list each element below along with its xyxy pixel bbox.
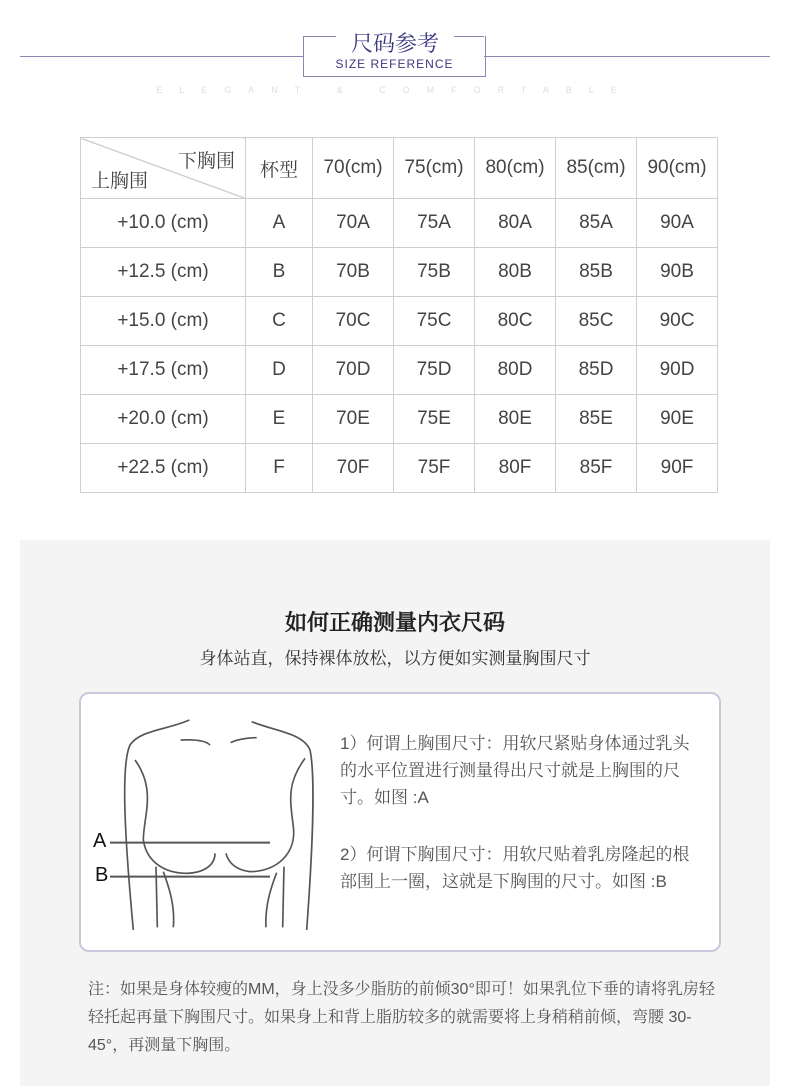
size-cell: 80A [475, 199, 556, 248]
column-header: 80(cm) [475, 138, 556, 199]
column-header: 90(cm) [637, 138, 718, 199]
size-cell: 85A [556, 199, 637, 248]
divider-left [20, 56, 303, 57]
size-cell: 90F [637, 444, 718, 493]
size-cell: 80E [475, 395, 556, 444]
size-cell: 85D [556, 346, 637, 395]
tagline: ELEGANT & COMFORTABLE [156, 85, 634, 95]
size-cell: 85F [556, 444, 637, 493]
cup-cell: B [246, 248, 313, 297]
cup-cell: D [246, 346, 313, 395]
collarbone-left [181, 740, 210, 745]
overbust-diff-cell: +22.5 (cm) [81, 444, 246, 493]
label-b: B [95, 864, 109, 886]
size-cell: 90D [637, 346, 718, 395]
size-cell: 75E [394, 395, 475, 444]
overbust-diff-cell: +20.0 (cm) [81, 395, 246, 444]
breast-right [226, 758, 305, 871]
table-row [81, 248, 718, 297]
step-1-text: 1）何谓上胸围尺寸：用软尺紧贴身体通过乳头的水平位置进行测量得出尺寸就是上胸围的尺寸。如图 :A [340, 734, 690, 807]
column-header: 70(cm) [313, 138, 394, 199]
size-cell: 70F [313, 444, 394, 493]
page-title: 尺码参考 [336, 27, 454, 58]
overbust-label: 上胸围 [91, 171, 149, 192]
size-cell: 70B [313, 248, 394, 297]
underbust-label: 下胸围 [177, 151, 235, 172]
cup-cell: E [246, 395, 313, 444]
size-cell: 75D [394, 346, 475, 395]
overbust-diff-cell: +12.5 (cm) [81, 248, 246, 297]
size-cell: 90A [637, 199, 718, 248]
size-cell: 85B [556, 248, 637, 297]
size-cell: 70D [313, 346, 394, 395]
overbust-diff-cell: +10.0 (cm) [81, 199, 246, 248]
size-cell: 75F [394, 444, 475, 493]
size-cell: 90C [637, 297, 718, 346]
size-cell: 80B [475, 248, 556, 297]
overbust-diff-cell: +15.0 (cm) [81, 297, 246, 346]
table-row [81, 395, 718, 444]
table-row [81, 444, 718, 493]
column-header: 85(cm) [556, 138, 637, 199]
divider-right [484, 56, 770, 57]
table-row [81, 199, 718, 248]
size-cell: 70E [313, 395, 394, 444]
table-row [81, 346, 718, 395]
label-a: A [93, 830, 107, 852]
cup-header: 杯型 [246, 138, 313, 199]
size-cell: 85E [556, 395, 637, 444]
size-table [80, 137, 718, 493]
size-cell: 80C [475, 297, 556, 346]
size-cell: 85C [556, 297, 637, 346]
size-cell: 70C [313, 297, 394, 346]
body-diagram [80, 690, 340, 955]
measure-subtitle: 身体站直，保持裸体放松，以方便如实测量胸围尺寸 [199, 649, 591, 668]
note-text: 注：如果是身体较瘦的MM，身上没多少脂肪的前倾30°即可！如果乳位下垂的请将乳房轻轻托起再量下胸围尺寸。如果身上和背上脂肪较多的就需要将上身稍稍前倾，弯腰 30-45°，再测量下胸围。 [88, 981, 715, 1054]
table-row [81, 297, 718, 346]
column-header: 75(cm) [394, 138, 475, 199]
cup-cell: C [246, 297, 313, 346]
size-cell: 90B [637, 248, 718, 297]
size-cell: 80F [475, 444, 556, 493]
measure-title: 如何正确测量内衣尺码 [284, 610, 505, 635]
body-outline-right [252, 722, 313, 930]
size-cell: 90E [637, 395, 718, 444]
collarbone-right [231, 738, 257, 743]
size-cell: 75C [394, 297, 475, 346]
cup-cell: F [246, 444, 313, 493]
size-cell: 70A [313, 199, 394, 248]
corner-header [81, 138, 246, 199]
table-header-row [81, 138, 718, 199]
size-cell: 80D [475, 346, 556, 395]
size-cell: 75B [394, 248, 475, 297]
overbust-diff-cell: +17.5 (cm) [81, 346, 246, 395]
page-subtitle: SIZE REFERENCE [335, 57, 454, 71]
step-2-text: 2）何谓下胸围尺寸：用软尺贴着乳房隆起的根部围上一圈，这就是下胸围的尺寸。如图 :B [340, 845, 690, 891]
cup-cell: A [246, 199, 313, 248]
size-cell: 75A [394, 199, 475, 248]
breast-left [135, 760, 215, 873]
